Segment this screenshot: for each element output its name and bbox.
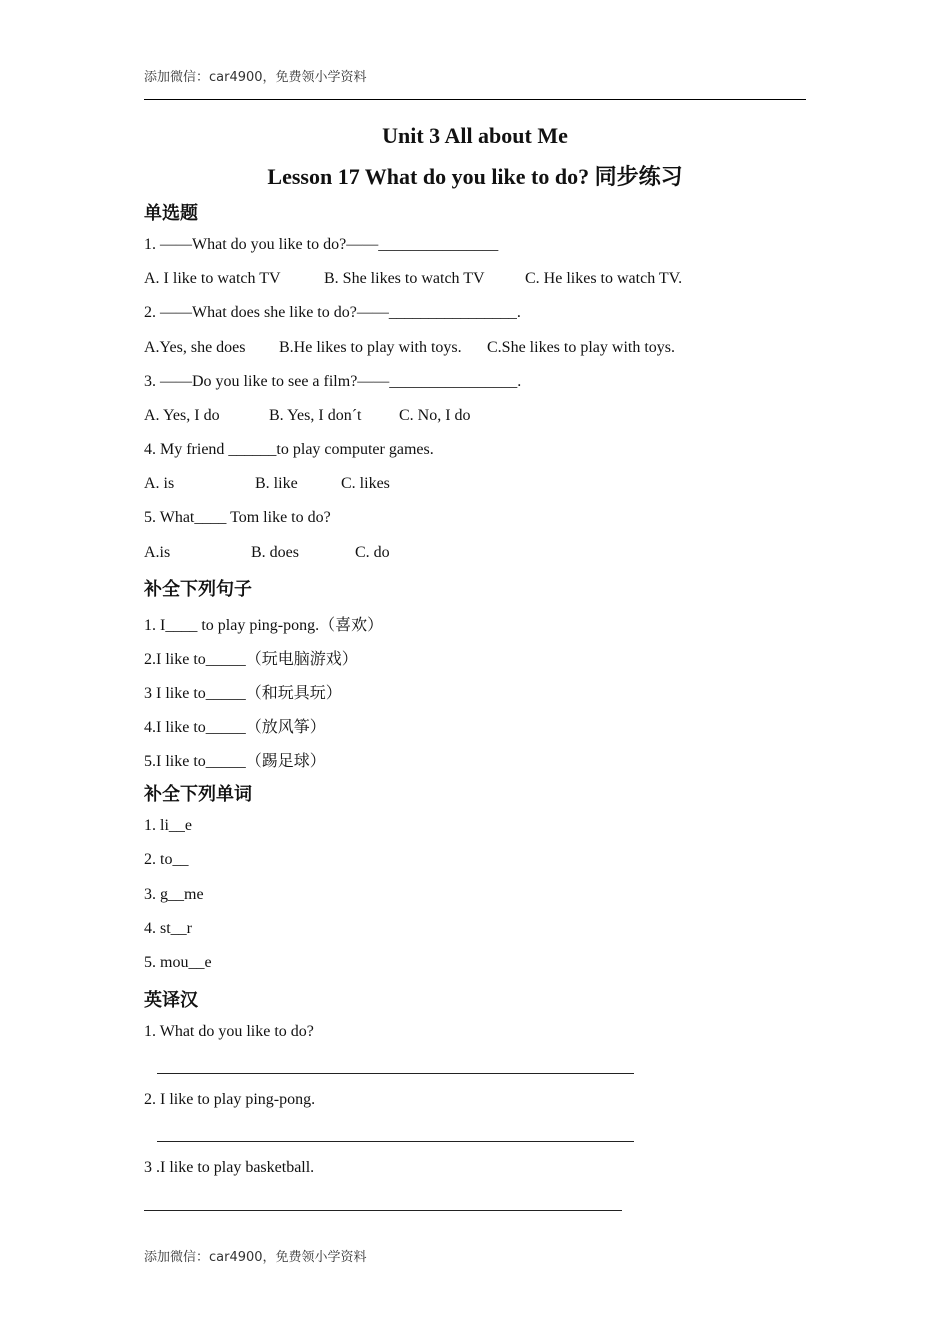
section-heading-complete-sentences: 补全下列句子 bbox=[144, 579, 252, 600]
q2-option-a: A.Yes, she does bbox=[144, 339, 246, 356]
section-heading-translate: 英译汉 bbox=[144, 990, 198, 1011]
q1-option-c: C. He likes to watch TV. bbox=[525, 270, 683, 287]
header-divider bbox=[144, 99, 806, 100]
question-2: 2. ——What does she like to do?——________________. bbox=[144, 304, 521, 321]
word-4: 4. st__r bbox=[144, 920, 192, 937]
q2-option-c: C.She likes to play with toys. bbox=[487, 339, 675, 356]
page-footer: 添加微信：car4900，免费领小学资料 bbox=[144, 1250, 367, 1265]
page-header: 添加微信：car4900，免费领小学资料 bbox=[144, 70, 367, 85]
q2-option-b: B.He likes to play with toys. bbox=[279, 339, 462, 356]
q1-option-a: A. I like to watch TV bbox=[144, 270, 281, 287]
q5-option-a: A.is bbox=[144, 544, 171, 561]
question-4: 4. My friend ______to play computer games. bbox=[144, 441, 434, 458]
answer-line-1 bbox=[157, 1073, 634, 1074]
lesson-title: Lesson 17 What do you like to do? 同步练习 bbox=[267, 164, 683, 189]
section-heading-single-choice: 单选题 bbox=[144, 203, 198, 224]
section-heading-complete-words: 补全下列单词 bbox=[144, 784, 252, 805]
q4-option-c: C. likes bbox=[341, 475, 390, 492]
q5-option-c: C. do bbox=[355, 544, 390, 561]
translate-item-1: 1. What do you like to do? bbox=[144, 1023, 314, 1040]
question-5: 5. What____ Tom like to do? bbox=[144, 509, 331, 526]
translate-item-2: 2. I like to play ping-pong. bbox=[144, 1091, 316, 1108]
sentence-3: 3 I like to_____（和玩具玩） bbox=[144, 685, 342, 702]
answer-line-2 bbox=[157, 1141, 634, 1142]
q3-option-a: A. Yes, I do bbox=[144, 407, 220, 424]
unit-title: Unit 3 All about Me bbox=[382, 123, 568, 148]
question-1: 1. ——What do you like to do?——_______________ bbox=[144, 236, 499, 253]
q3-option-b: B. Yes, I don´t bbox=[269, 407, 362, 424]
q5-option-b: B. does bbox=[251, 544, 299, 561]
q1-option-b: B. She likes to watch TV bbox=[324, 270, 485, 287]
sentence-2: 2.I like to_____（玩电脑游戏） bbox=[144, 651, 358, 668]
translate-item-3: 3 .I like to play basketball. bbox=[144, 1159, 315, 1176]
word-5: 5. mou__e bbox=[144, 954, 212, 971]
sentence-4: 4.I like to_____（放风筝） bbox=[144, 719, 326, 736]
word-1: 1. li__e bbox=[144, 817, 192, 834]
word-2: 2. to__ bbox=[144, 851, 189, 868]
question-3: 3. ——Do you like to see a film?——________________. bbox=[144, 373, 522, 390]
sentence-1: 1. I____ to play ping-pong.（喜欢） bbox=[144, 617, 384, 634]
word-3: 3. g__me bbox=[144, 886, 204, 903]
sentence-5: 5.I like to_____（踢足球） bbox=[144, 753, 326, 770]
answer-line-3 bbox=[144, 1210, 622, 1211]
q4-option-b: B. like bbox=[255, 475, 298, 492]
q4-option-a: A. is bbox=[144, 475, 175, 492]
q3-option-c: C. No, I do bbox=[399, 407, 471, 424]
